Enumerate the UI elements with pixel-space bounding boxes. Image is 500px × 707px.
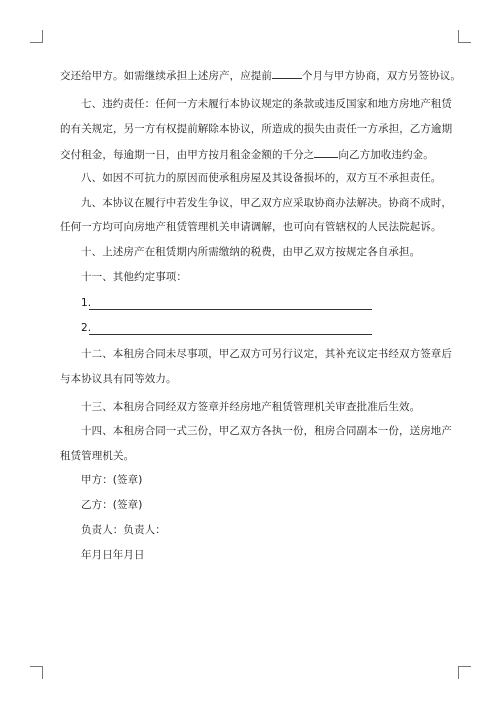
text-segment: 交还给甲方。如需继续承担上述房产，应提前: [60, 70, 272, 82]
crop-mark-bottom-right: [458, 666, 471, 679]
paragraph-line-clause-9: 九、本协议在履行中若发生争议，甲乙双方应采取协商办法解决。协商不成时，: [81, 197, 452, 209]
paragraph-line: 任何一方均可向房地产租赁管理机关申请调解，也可向有管辖权的人民法院起诉。: [60, 221, 442, 233]
paragraph-line: 与本协议具有同等效力。: [60, 373, 177, 385]
other-item-2-label: 2.: [81, 322, 92, 334]
other-item-1-field[interactable]: [89, 309, 372, 310]
text-segment: 个月与甲方协商，双方另签协议。: [302, 70, 461, 82]
paragraph-line-clause-7: 七、违约责任：任何一方未履行本协议规定的条款或违反国家和地方房地产租赁: [81, 98, 452, 110]
crop-mark-top-left: [30, 30, 43, 43]
party-a-signature: 甲方：(签章): [81, 474, 143, 486]
crop-mark-bottom-left: [30, 666, 43, 679]
paragraph-line: [60, 146, 434, 162]
text-segment: 向乙方加收违约金。: [338, 149, 434, 161]
crop-mark-top-right: [458, 30, 471, 43]
other-item-1-label: 1.: [81, 297, 92, 309]
responsible-persons: 负责人：负责人：: [81, 524, 166, 536]
other-item-2-field[interactable]: [89, 334, 372, 335]
paragraph-line-clause-11: 十一、其他约定事项：: [81, 271, 187, 283]
text-segment: 交付租金，每逾期一日，由甲方按月租金金额的千分之: [60, 149, 315, 161]
paragraph-line-clause-8: 八、如因不可抗力的原因而使承租房屋及其设备损坏的，双方互不承担责任。: [81, 172, 442, 184]
signing-dates: 年月日年月日: [81, 549, 145, 561]
blank-field-penalty-rate[interactable]: [314, 146, 338, 158]
paragraph-line-clause-13: 十三、本租房合同经双方签章并经房地产租赁管理机关审查批准后生效。: [81, 401, 421, 413]
paragraph-line: 租赁管理机关。: [60, 450, 135, 462]
blank-field-months[interactable]: [272, 67, 302, 79]
paragraph-line-clause-14: 十四、本租房合同一式三份，甲乙双方各执一份，租房合同副本一份，送房地产: [81, 425, 452, 437]
paragraph-line-clause-12: 十二、本租房合同未尽事项，甲乙双方可另行议定，其补充议定书经双方签章后: [81, 348, 452, 360]
paragraph-line: [60, 67, 461, 83]
paragraph-line: 的有关规定，另一方有权提前解除本协议，所造成的损失由责任一方承担，乙方逾期: [60, 123, 453, 135]
paragraph-line-clause-10: 十、上述房产在租赁期内所需缴纳的税费，由甲乙双方按规定各自承担。: [81, 246, 421, 258]
party-b-signature: 乙方：(签章): [81, 499, 143, 511]
